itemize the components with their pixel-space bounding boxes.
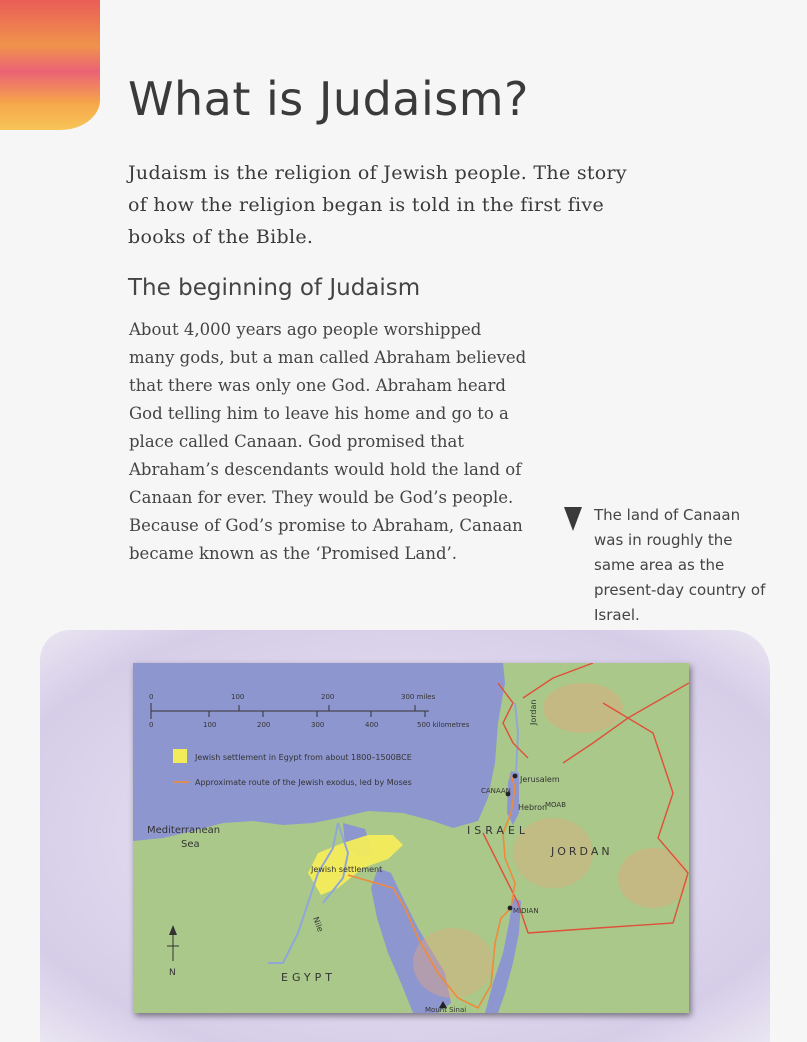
terrain-patch [413, 928, 493, 998]
jordan-country-label: JORDAN [551, 845, 613, 858]
settlement-label: Jewish settlement [311, 865, 383, 874]
scale-mile-tick: 100 [231, 693, 245, 701]
jerusalem-dot [513, 774, 518, 779]
jordan-river-label: Jordan [529, 699, 538, 725]
legend-route-label: Approximate route of the Jewish exodus, led by Moses [195, 778, 412, 787]
map-graphic [133, 663, 689, 1013]
scale-mile-tick: 200 [321, 693, 335, 701]
scale-km-tick: 500 kilometres [417, 721, 470, 729]
scale-km-tick: 100 [203, 721, 217, 729]
scale-mile-tick: 300 miles [401, 693, 436, 701]
page-title: What is Judaism? [128, 72, 529, 126]
scale-km-tick: 300 [311, 721, 325, 729]
israel-label: ISRAEL [467, 824, 530, 837]
section-heading: The beginning of Judaism [128, 275, 421, 301]
canaan-map [133, 663, 689, 1013]
egypt-label: EGYPT [281, 971, 336, 984]
corner-decoration [0, 0, 100, 130]
terrain-patch [618, 848, 688, 908]
scale-km-tick: 400 [365, 721, 379, 729]
midian-label: MIDIAN [513, 907, 539, 915]
intro-paragraph: Judaism is the religion of Jewish people. The story of how the religion began is told in the first five books of the Bible. [128, 162, 627, 248]
sea-label: Sea [181, 839, 200, 850]
moab-label: MOAB [545, 801, 567, 809]
scale-mile-tick: 0 [149, 693, 154, 701]
caption-pointer-icon [564, 507, 582, 531]
body-paragraph: About 4,000 years ago people worshipped many gods, but a man called Abraham believed that there was only one God. Abraham heard God telling him to leave his home and go to a place called Canaan. God promised that Abraham’s descendants would hold the land of Canaan for ever. They would be God’s people. Because of God’s promise to Abraham, Canaan became known as the ‘Promised Land’. [129, 320, 527, 563]
canaan-label: CANAAN [481, 787, 511, 795]
sea-label: Mediterranean [147, 825, 221, 836]
legend-settlement-swatch [173, 749, 187, 763]
scale-km-tick: 0 [149, 721, 154, 729]
mount-sinai-label: Mount Sinai [425, 1006, 467, 1013]
scale-km-tick: 200 [257, 721, 271, 729]
nile-label: Nile [311, 915, 325, 934]
legend-settlement-label: Jewish settlement in Egypt from about 1800–1500BCE [195, 753, 412, 762]
midian-dot [508, 906, 513, 911]
map-caption: The land of Canaan was in roughly the same area as the present-day country of Israel. [594, 506, 766, 624]
mediterranean-sea [133, 663, 505, 841]
north-label: N [169, 968, 176, 978]
jerusalem-label: Jerusalem [520, 775, 560, 784]
hebron-label: Hebron [518, 803, 548, 812]
